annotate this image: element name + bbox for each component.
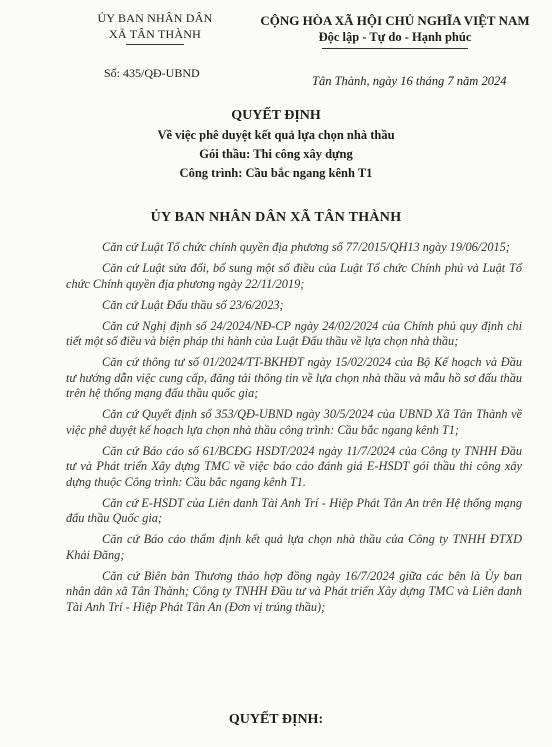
legal-basis-paragraph: Căn cứ thông tư số 01/2024/TT-BKHĐT ngày 15/02/2024 của Bộ Kế hoạch và Đầu tư hướng dẫn việc cung cấp, đăng tải thông tin về lựa chọn nhà thầu và mẫu hồ sơ đấu thầu trên hệ thống mạng đấu thầu quốc gia; (66, 355, 522, 400)
decision-subject: Về việc phê duyệt kết quả lựa chọn nhà thầu (157, 128, 395, 142)
header-left-divider (126, 44, 184, 45)
legal-basis-paragraph: Căn cứ Quyết định số 353/QĐ-UBND ngày 30/5/2024 của UBND Xã Tân Thành về việc phê duyệt kế hoạch lựa chọn nhà thầu công trình: Cầu bắc ngang kênh T1; (66, 407, 522, 437)
legal-basis-paragraph: Căn cứ Nghị định số 24/2024/NĐ-CP ngày 24/02/2024 của Chính phủ quy định chi tiết một số điều và biện pháp thi hành của Luật Đấu thầu về lựa chọn nhà thầu; (66, 318, 522, 348)
legal-basis-paragraph: Căn cứ Luật sửa đổi, bổ sung một số điều của Luật Tổ chức Chính phủ và Luật Tổ chức Chính quyền địa phương ngày 22/11/2019; (66, 261, 522, 291)
legal-basis-paragraph: Căn cứ Báo cáo thẩm định kết quả lựa chọn nhà thầu của Công ty TNHH ĐTXD Khải Đăng; (66, 532, 522, 562)
legal-basis-section (66, 240, 522, 621)
legal-basis-paragraph: Căn cứ Luật Đấu thầu số 23/6/2023; (102, 297, 284, 312)
package-name: Gói thầu: Thi công xây dựng (199, 147, 353, 161)
national-motto: Độc lập - Tự do - Hạnh phúc (318, 30, 472, 44)
place-and-date: Tân Thành, ngày 16 tháng 7 năm 2024 (312, 74, 507, 88)
org-line-1: ỦY BAN NHÂN DÂN (97, 11, 213, 25)
header-right-divider (322, 48, 468, 49)
legal-basis-paragraph: Căn cứ Biên bản Thương thảo hợp đồng ngày 16/7/2024 giữa các bên là Ủy ban nhân dân xã Tân Thành; Công ty TNHH Đầu tư và Phát triển Xây dựng TMC và Liên danh Tài Anh Trí - Hiệp Phát Tân An (Đơn vị trúng thầu); (66, 568, 522, 614)
document-number: Số: 435/QĐ-UBND (104, 66, 200, 80)
decision-title-block (0, 106, 552, 183)
authority-heading: ỦY BAN NHÂN DÂN XÃ TÂN THÀNH (150, 210, 402, 225)
national-header (250, 12, 540, 49)
decision-title: QUYẾT ĐỊNH (231, 108, 321, 123)
legal-basis-paragraph: Căn cứ Luật Tổ chức chính quyền địa phương số 77/2015/QH13 ngày 19/06/2015; (102, 240, 510, 254)
country-name: CỘNG HÒA XÃ HỘI CHỦ NGHĨA VIỆT NAM (260, 13, 530, 28)
org-line-2: XÃ TÂN THÀNH (109, 27, 201, 41)
project-name: Công trình: Cầu bắc ngang kênh T1 (179, 166, 373, 180)
legal-basis-paragraph: Căn cứ E-HSDT của Liên danh Tài Anh Trí - Hiệp Phát Tân An trên Hệ thống mạng đấu thầu Quốc gia; (66, 495, 522, 525)
issuing-authority-header (80, 10, 230, 45)
legal-basis-paragraph: Căn cứ Báo cáo số 61/BCĐG HSDT/2024 ngày 11/7/2024 của Công ty TNHH Đầu tư và Phát triển Xây dựng TMC về việc báo cáo đánh giá E-HSDT gói thầu thi công xây dựng thuộc Công trình: Cầu bắc ngang kênh T1. (66, 443, 522, 489)
decision-heading: QUYẾT ĐỊNH: (228, 712, 324, 727)
